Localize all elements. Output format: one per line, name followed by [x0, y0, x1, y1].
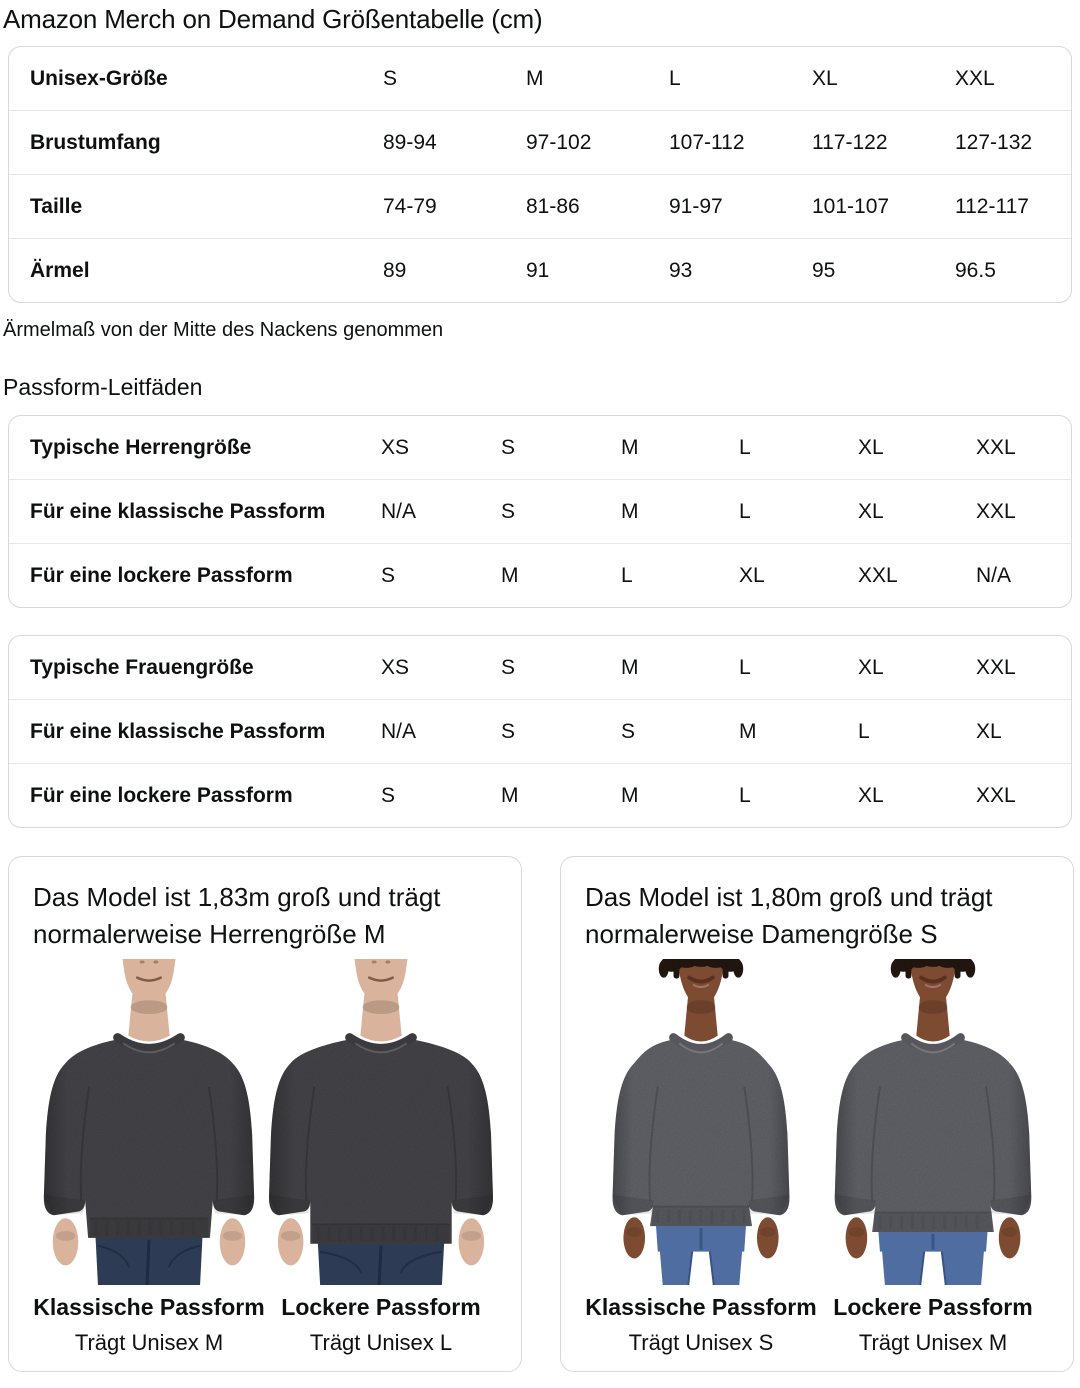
size-cell: XXL [976, 499, 1016, 523]
size-column-header: S [383, 66, 398, 90]
size-cell: 112-117 [955, 194, 1029, 218]
size-column-header: XXL [976, 655, 1016, 679]
model-cards [8, 856, 1072, 1372]
table-row [9, 763, 1071, 827]
model-figures [585, 959, 1049, 1357]
size-caption: Trägt Unisex L [309, 1330, 453, 1355]
size-cell: XXL [976, 783, 1016, 807]
row-label: Für eine lockere Passform [30, 783, 293, 807]
size-cell: M [501, 563, 519, 587]
table-row [9, 699, 1071, 763]
figure-classic-fit [585, 959, 817, 1357]
size-cell: 117-122 [812, 130, 888, 154]
size-cell: XL [858, 499, 884, 523]
model-figure [33, 959, 265, 1285]
size-cell: L [621, 563, 633, 587]
size-column-header: S [501, 655, 516, 679]
model-card-men [8, 856, 522, 1372]
size-cell: 91-97 [669, 194, 723, 218]
size-cell: 89 [383, 258, 407, 282]
fit-caption: Klassische Passform [585, 1294, 817, 1320]
model-figure [265, 959, 497, 1285]
table-row [9, 543, 1071, 607]
row-label: Ärmel [30, 258, 90, 282]
row-label: Für eine lockere Passform [30, 563, 293, 587]
table-row [9, 174, 1071, 238]
size-cell: 107-112 [669, 130, 745, 154]
size-caption: Trägt Unisex M [858, 1330, 1008, 1355]
figure-classic-fit [33, 959, 265, 1357]
size-cell: S [621, 719, 636, 743]
size-cell: L [858, 719, 870, 743]
fit-caption: Lockere Passform [833, 1294, 1033, 1320]
figure-loose-fit [817, 959, 1049, 1357]
size-column-header: L [739, 655, 751, 679]
size-cell: S [381, 563, 396, 587]
model-description: Das Model ist 1,83m groß und trägt normalerweise Herrengröße M [33, 882, 441, 949]
page-title: Amazon Merch on Demand Größentabelle (cm) [3, 4, 543, 34]
row-label: Brustumfang [30, 130, 161, 154]
model-figure [585, 959, 817, 1285]
size-cell: 93 [669, 258, 693, 282]
model-figures [33, 959, 497, 1357]
size-column-header: L [739, 435, 751, 459]
row-label: Für eine klassische Passform [30, 499, 326, 523]
model-photo [585, 959, 817, 1285]
row-label: Typische Herrengröße [30, 435, 252, 459]
size-column-header: XS [381, 655, 410, 679]
size-column-header: XL [858, 435, 884, 459]
size-cell: 101-107 [812, 194, 890, 218]
fit-caption: Klassische Passform [33, 1294, 265, 1320]
table-row [9, 238, 1071, 302]
table-row [9, 479, 1071, 543]
model-description: Das Model ist 1,80m groß und trägt normalerweise Damengröße S [585, 882, 993, 949]
table-header-row [9, 47, 1071, 110]
size-column-header: M [621, 655, 639, 679]
model-photo [265, 959, 497, 1285]
size-cell: XL [858, 783, 884, 807]
table-header-row [9, 636, 1071, 699]
size-column-header: S [501, 435, 516, 459]
size-column-header: XXL [976, 435, 1016, 459]
fit-table-women [8, 635, 1072, 828]
size-caption: Trägt Unisex S [628, 1330, 774, 1355]
size-cell: N/A [381, 719, 417, 743]
table-header-row [9, 416, 1071, 479]
size-cell: S [501, 719, 516, 743]
model-photo [33, 959, 265, 1285]
model-card-women [560, 856, 1074, 1372]
size-cell: 95 [812, 258, 836, 282]
size-cell: 74-79 [383, 194, 437, 218]
row-label: Typische Frauengröße [30, 655, 254, 679]
sleeve-measure-footnote: Ärmelmaß von der Mitte des Nackens genommen [3, 319, 444, 341]
size-column-header: XS [381, 435, 410, 459]
row-label: Für eine klassische Passform [30, 719, 326, 743]
size-cell: XXL [858, 563, 898, 587]
size-cell: 127-132 [955, 130, 1033, 154]
size-cell: L [739, 499, 751, 523]
size-cell: 96.5 [955, 258, 996, 282]
size-cell: 89-94 [383, 130, 437, 154]
size-cell: 91 [526, 258, 550, 282]
size-cell: M [501, 783, 519, 807]
size-cell: XL [739, 563, 765, 587]
fit-table-men [8, 415, 1072, 608]
size-cell: M [621, 499, 639, 523]
row-label: Unisex-Größe [30, 66, 168, 90]
unisex-size-table [8, 46, 1072, 303]
size-cell: 81-86 [526, 194, 580, 218]
model-figure [817, 959, 1049, 1285]
model-photo [817, 959, 1049, 1285]
size-column-header: M [621, 435, 639, 459]
size-caption: Trägt Unisex M [74, 1330, 224, 1355]
fit-guides-heading: Passform-Leitfäden [3, 374, 203, 400]
table-row [9, 110, 1071, 174]
size-cell: S [381, 783, 396, 807]
size-column-header: XL [812, 66, 838, 90]
row-label: Taille [30, 194, 83, 218]
size-cell: M [621, 783, 639, 807]
size-column-header: L [669, 66, 681, 90]
size-column-header: XL [858, 655, 884, 679]
size-cell: S [501, 499, 516, 523]
size-cell: M [739, 719, 757, 743]
size-cell: N/A [976, 563, 1012, 587]
size-cell: L [739, 783, 751, 807]
size-cell: N/A [381, 499, 417, 523]
figure-loose-fit [265, 959, 497, 1357]
size-column-header: XXL [955, 66, 995, 90]
size-column-header: M [526, 66, 544, 90]
size-cell: XL [976, 719, 1002, 743]
size-cell: 97-102 [526, 130, 592, 154]
fit-caption: Lockere Passform [281, 1294, 481, 1320]
